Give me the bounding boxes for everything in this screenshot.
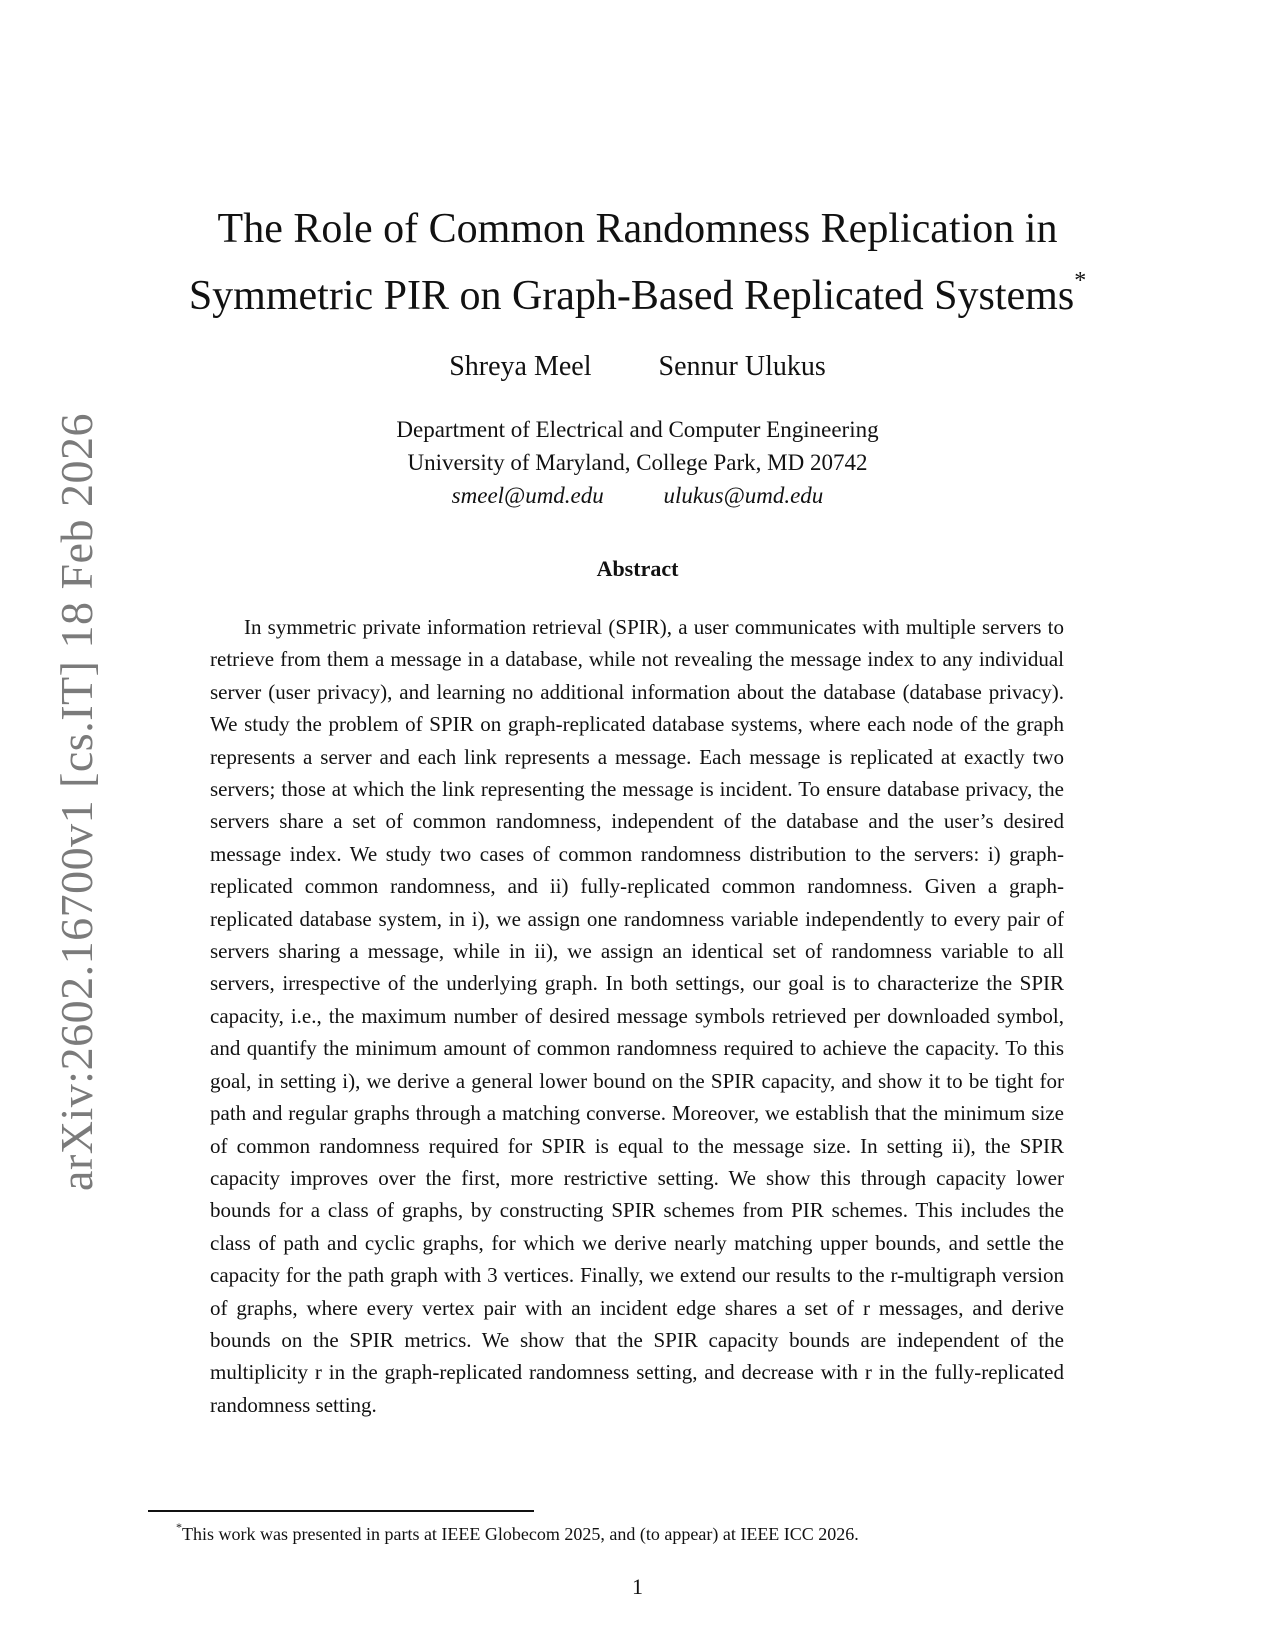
abstract-heading: Abstract	[596, 556, 679, 581]
footnote-divider	[148, 1510, 534, 1512]
author-email: ulukus@umd.edu	[663, 483, 824, 508]
author-name: Shreya Meel	[449, 351, 592, 382]
page-number: 1	[632, 1574, 643, 1599]
department-name: Department of Electrical and Computer Engineering	[396, 417, 879, 442]
university-address: University of Maryland, College Park, MD 20742	[407, 450, 868, 475]
arxiv-identifier-stamp: arXiv:2602.16700v1 [cs.IT] 18 Feb 2026	[51, 413, 102, 1191]
paper-title	[140, 200, 1135, 325]
author-list	[140, 350, 1135, 384]
title-footnote	[176, 1516, 1126, 1547]
title-footnote-mark: *	[1074, 268, 1087, 294]
footnote-mark: *	[176, 1520, 182, 1534]
paper-title-line-1: The Role of Common Randomness Replication in	[217, 206, 1058, 252]
footnote-text: This work was presented in parts at IEEE Globecom 2025, and (to appear) at IEEE ICC 2026.	[182, 1524, 859, 1544]
author-name: Sennur Ulukus	[658, 351, 826, 382]
author-emails	[140, 479, 1135, 512]
author-email: smeel@umd.edu	[451, 483, 604, 508]
paper-title-line-2: Symmetric PIR on Graph-Based Replicated Systems	[188, 273, 1075, 319]
affiliation-block	[140, 413, 1135, 512]
abstract-body: In symmetric private information retrieval (SPIR), a user communicates with multiple servers to retrieve from them a message in a database, while not revealing the message index to any individual server (user privacy), and learning no additional information about the database (database privacy). We study the problem of SPIR on graph-replicated database systems, where each node of the graph represents a server and each link represents a message. Each message is replicated at exactly two servers; those at which the link representing the message is incident. To ensure database privacy, the servers share a set of common randomness, independent of the database and the user’s desired message index. We study two cases of common randomness distribution to the servers: i) graph-replicated common randomness, and ii) fully-replicated common randomness. Given a graph-replicated database system, in i), we assign one randomness variable independently to every pair of servers sharing a message, while in ii), we assign an identical set of randomness variable to all servers, irrespective of the underlying graph. In both settings, our goal is to characterize the SPIR capacity, i.e., the maximum number of desired message symbols retrieved per downloaded symbol, and quantify the minimum amount of common randomness required to achieve the capacity. To this goal, in setting i), we derive a general lower bound on the SPIR capacity, and show it to be tight for path and regular graphs through a matching converse. Moreover, we establish that the minimum size of common randomness required for SPIR is equal to the message size. In setting ii), the SPIR capacity improves over the first, more restrictive setting. We show this through capacity lower bounds for a class of graphs, by constructing SPIR schemes from PIR schemes. This includes the class of path and cyclic graphs, for which we derive nearly matching upper bounds, and settle the capacity for the path graph with 3 vertices. Finally, we extend our results to the r-multigraph version of graphs, where every vertex pair with an incident edge shares a set of r messages, and derive bounds on the SPIR metrics. We show that the SPIR capacity bounds are independent of the multiplicity r in the graph-replicated randomness setting, and decrease with r in the fully-replicated randomness setting.	[210, 615, 1064, 1417]
